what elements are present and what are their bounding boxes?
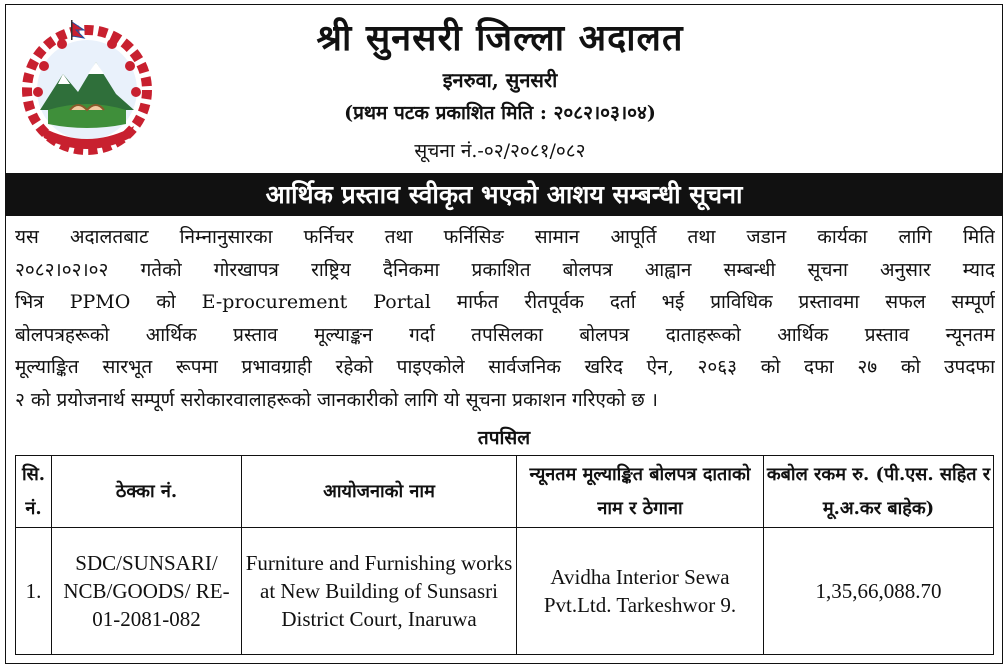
notice-number: सूचना नं.-०२/२०८१/०८२ [414, 140, 586, 162]
body-line: बोलपत्रहरूको आर्थिक प्रस्ताव मूल्याङ्कन गर्दा तपसिलका बोलपत्र दाताहरूको आर्थिक प्रस्ताव न्यूनतम [15, 323, 995, 346]
cell-project-name: Furniture and Furnishing works at New Building of Sunsasri District Court, Inaruwa [242, 528, 517, 655]
notice-banner: आर्थिक प्रस्ताव स्वीकृत भएको आशय सम्बन्धी सूचना [6, 173, 1002, 216]
body-line: २०८२।०२।०२ गतेको गोरखापत्र राष्ट्रिय दैनिकमा प्रकाशित बोलपत्र आह्वान सम्बन्धी सूचना अनुसार म्याद [15, 258, 995, 281]
body-line: भित्र PPMO को E-procurement Portal मार्फत रीतपूर्वक दर्ता भई प्राविधिक प्रस्तावमा सफल सम्पूर्ण [15, 291, 995, 314]
header-contract-no: ठेक्का नं. [52, 456, 242, 528]
body-line: मूल्याङ्कित सारभूत रूपमा प्रभावग्राही रहेको पाइएकोले सार्वजनिक खरिद ऐन, २०६३ को दफा २७ को उपदफा [15, 356, 995, 379]
header-bid-amount: कबोल रकम रु. (पी.एस. सहित र मू.अ.कर बाहेक) [764, 456, 994, 528]
court-title: श्री सुनसरी जिल्ला अदालत [316, 17, 684, 59]
tapasil-heading: तपसिल [477, 427, 531, 449]
table-row [16, 528, 994, 655]
cell-bid-amount: 1,35,66,088.70 [764, 528, 994, 655]
nepal-emblem-icon [18, 14, 156, 164]
cell-contract-no: SDC/SUNSARI/ NCB/GOODS/ RE-01-2081-082 [52, 528, 242, 655]
cell-bidder: Avidha Interior Sewa Pvt.Ltd. Tarkeshwor 9. [517, 528, 764, 655]
header-bidder: न्यूनतम मूल्याङ्कित बोलपत्र दाताको नाम र ठेगाना [517, 456, 764, 528]
header-serial: सि. नं. [16, 456, 52, 528]
notice-body [15, 221, 995, 417]
bid-table [15, 455, 994, 655]
first-published-date: (प्रथम पटक प्रकाशित मिति : २०८२।०३।०४) [344, 102, 656, 124]
body-line: २ को प्रयोजनार्थ सम्पूर्ण सरोकारवालाहरूको जानकारीको लागि यो सूचना प्रकाशन गरिएको छ । [15, 388, 658, 411]
header-project-name: आयोजनाको नाम [242, 456, 517, 528]
table-header-row [16, 456, 994, 528]
court-location: इनरुवा, सुनसरी [442, 68, 558, 92]
body-line: यस अदालतबाट निम्नानुसारका फर्निचर तथा फर्निसिङ सामान आपूर्ति तथा जडान कार्यका लागि मिति [15, 226, 995, 248]
cell-serial: 1. [16, 528, 52, 655]
